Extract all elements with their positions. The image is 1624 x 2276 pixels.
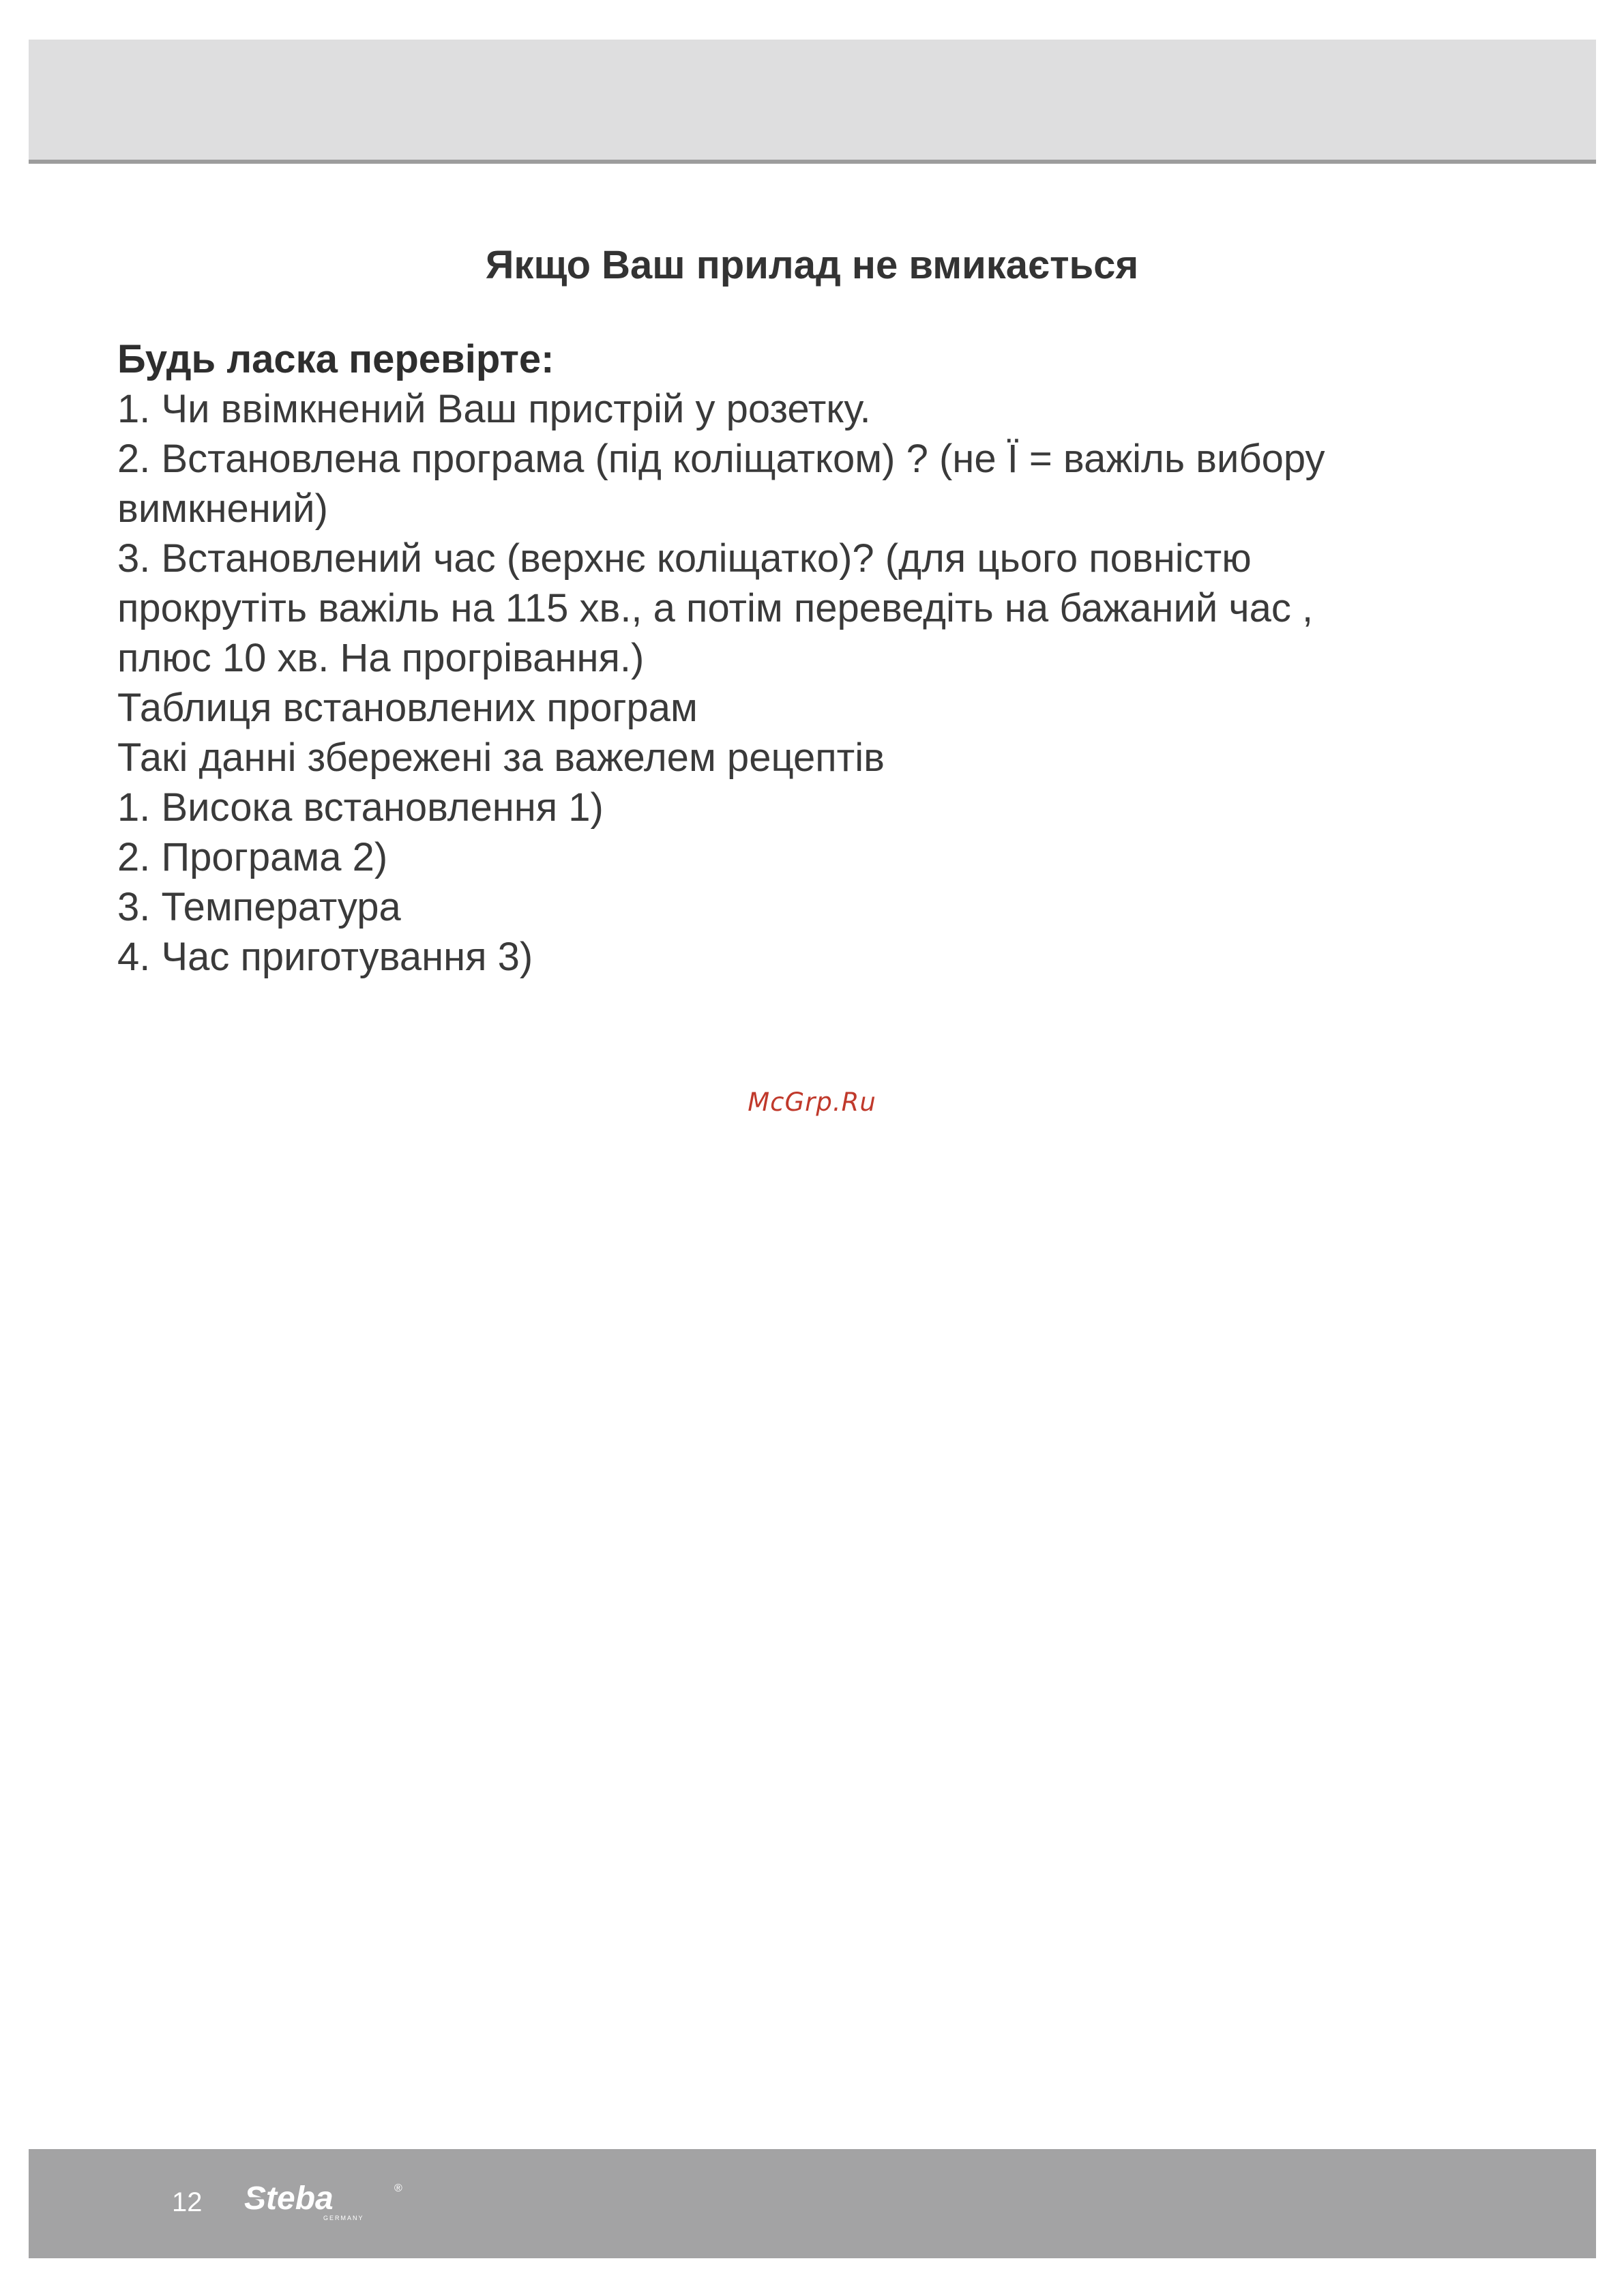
body-text	[117, 334, 1516, 982]
logo-registered-mark: ®	[394, 2183, 402, 2194]
logo-tagline: GERMANY	[323, 2215, 364, 2221]
intro-line: Будь ласка перевірте:	[117, 337, 555, 381]
logo-wordmark: Steba	[244, 2180, 334, 2217]
check-item-1: 1. Чи ввімкнений Ваш пристрій у розетку.	[117, 387, 871, 431]
check-item-2: 2. Встановлена програма (під коліщатком) ? (не Ї = важіль вибору	[117, 437, 1325, 481]
steba-logo	[241, 2178, 419, 2226]
page-title: Якщо Ваш прилад не вмикається	[485, 243, 1139, 287]
check-item-3-cont-2: плюс 10 хв. На прогрівання.)	[117, 636, 645, 680]
recipe-item-1: 1. Висока встановлення 1)	[117, 785, 604, 830]
check-item-3: 3. Встановлений час (верхнє коліщатко)? (для цього повністю	[117, 536, 1252, 581]
watermark: McGrp.Ru	[748, 1088, 876, 1117]
recipe-lever-note: Такі данні збережені за важелем рецептів	[117, 735, 885, 780]
check-item-3-cont-1: прокрутіть важіль на 115 хв., а потім переведіть на бажаний час ,	[117, 586, 1314, 630]
check-item-2-cont: вимкнений)	[117, 486, 328, 531]
page-number: 12	[172, 2187, 203, 2217]
programs-table-heading: Таблиця встановлених програм	[117, 686, 698, 730]
header-bar	[29, 40, 1596, 164]
recipe-item-2: 2. Програма 2)	[117, 835, 388, 879]
recipe-item-3: 3. Температура	[117, 885, 401, 929]
footer-bar	[29, 2149, 1596, 2258]
recipe-item-4: 4. Час приготування 3)	[117, 935, 533, 979]
